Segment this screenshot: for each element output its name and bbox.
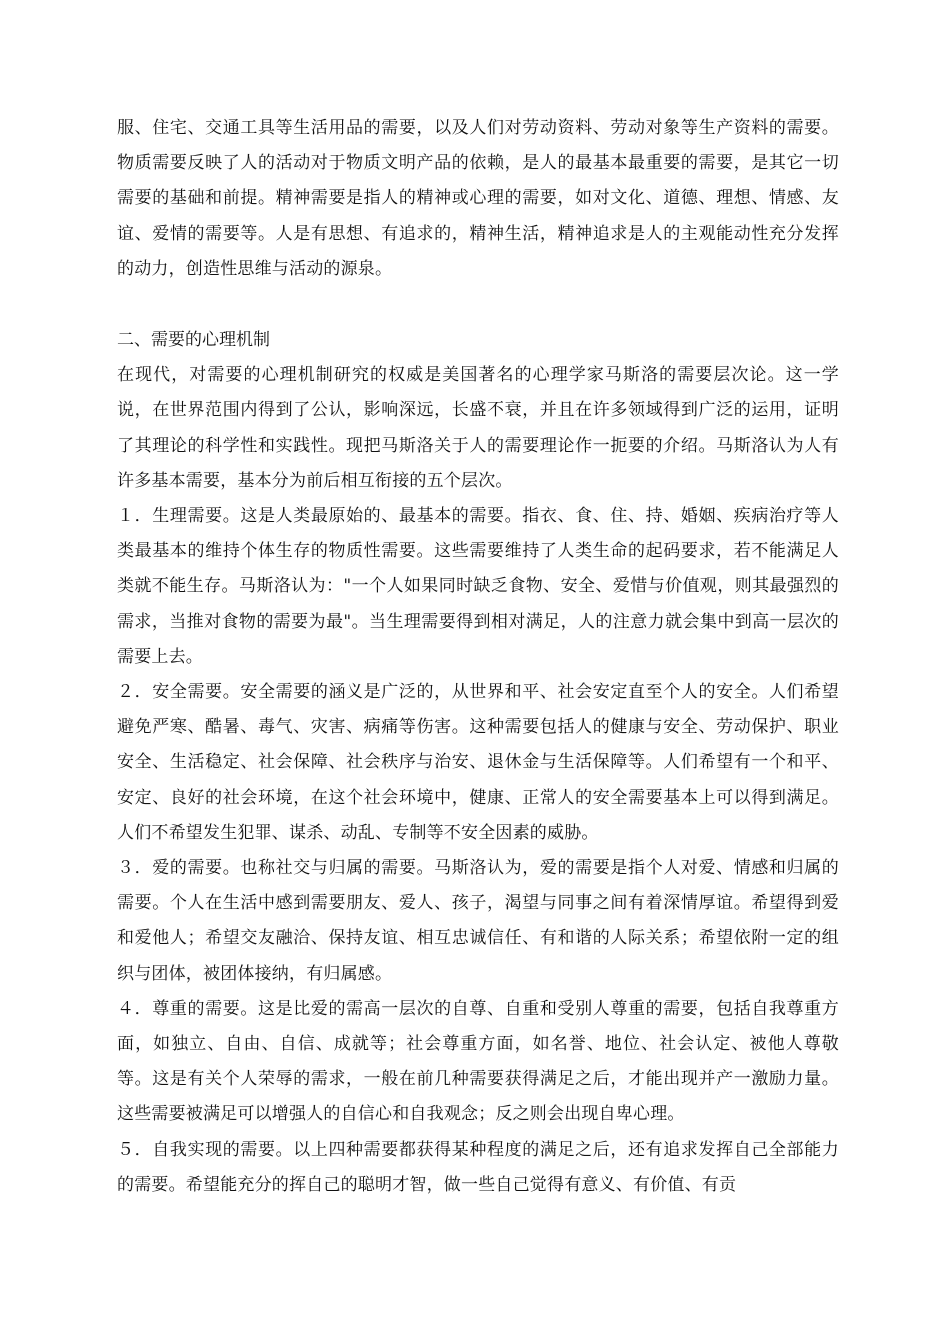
need-item-self-actualization: ５．自我实现的需要。以上四种需要都获得某种程度的满足之后，还有追求发挥自己全部能力的需要。希望能充分的挥自己的聪明才智，做一些自己觉得有意义、有价值、有贡 <box>117 1139 839 1195</box>
need-item-love: ３．爱的需要。也称社交与归属的需要。马斯洛认为，爱的需要是指个人对爱、情感和归属的需要。个人在生活中感到需要朋友、爱人、孩子，渴望与同事之间有着深情厚谊。希望得到爱和爱他人；希望交友融洽、保持友谊、相互忠诚信任、有和谐的人际关系；希望依附一定的组织与团体，被团体接纳，有归属感。 <box>117 858 839 984</box>
section-intro-paragraph: 在现代，对需要的心理机制研究的权威是美国著名的心理学家马斯洛的需要层次论。这一学说，在世界范围内得到了公认，影响深远，长盛不衰，并且在许多领域得到广泛的运用，证明了其理论的科学性和实践性。现把马斯洛关于人的需要理论作一扼要的介绍。马斯洛认为人有许多基本需要，基本分为前后相互衔接的五个层次。 <box>117 365 839 491</box>
section-heading: 二、需要的心理机制 <box>117 330 270 351</box>
need-item-physiological: １．生理需要。这是人类最原始的、最基本的需要。指衣、食、住、持、婚姻、疾病治疗等人类最基本的维持个体生存的物质性需要。这些需要维持了人类生命的起码要求，若不能满足人类就不能生存。马斯洛认为："一个人如果同时缺乏食物、安全、爱惜与价值观，则其最强烈的需求，当推对食物的需要为最"。当生理需要得到相对满足，人的注意力就会集中到高一层次的需要上去。 <box>117 506 839 667</box>
need-item-safety: ２．安全需要。安全需要的涵义是广泛的，从世界和平、社会安定直至个人的安全。人们希望避免严寒、酷暑、毒气、灾害、病痛等伤害。这种需要包括人的健康与安全、劳动保护、职业安全、生活稳定、社会保障、社会秩序与治安、退休金与生活保障等。人们希望有一个和平、安定、良好的社会环境，在这个社会环境中，健康、正常人的安全需要基本上可以得到满足。人们不希望发生犯罪、谋杀、动乱、专制等不安全因素的威胁。 <box>117 682 839 843</box>
document-body <box>117 111 839 1203</box>
need-item-esteem: ４．尊重的需要。这是比爱的需高一层次的自尊、自重和受别人尊重的需要，包括自我尊重方面，如独立、自由、自信、成就等；社会尊重方面，如名誉、地位、社会认定、被他人尊敬等。这是有关个人荣辱的需求，一般在前几种需要获得满足之后，才能出现并产一激励力量。这些需要被满足可以增强人的自信心和自我观念；反之则会出现自卑心理。 <box>117 998 839 1125</box>
paragraph-spacer <box>117 287 839 323</box>
intro-paragraph: 服、住宅、交通工具等生活用品的需要，以及人们对劳动资料、劳动对象等生产资料的需要。物质需要反映了人的活动对于物质文明产品的依赖，是人的最基本最重要的需要，是其它一切需要的基础和前提。精神需要是指人的精神或心理的需要，如对文化、道德、理想、情感、友谊、爱情的需要等。人是有思想、有追求的，精神生活，精神追求是人的主观能动性充分发挥的动力，创造性思维与活动的源泉。 <box>117 118 839 279</box>
